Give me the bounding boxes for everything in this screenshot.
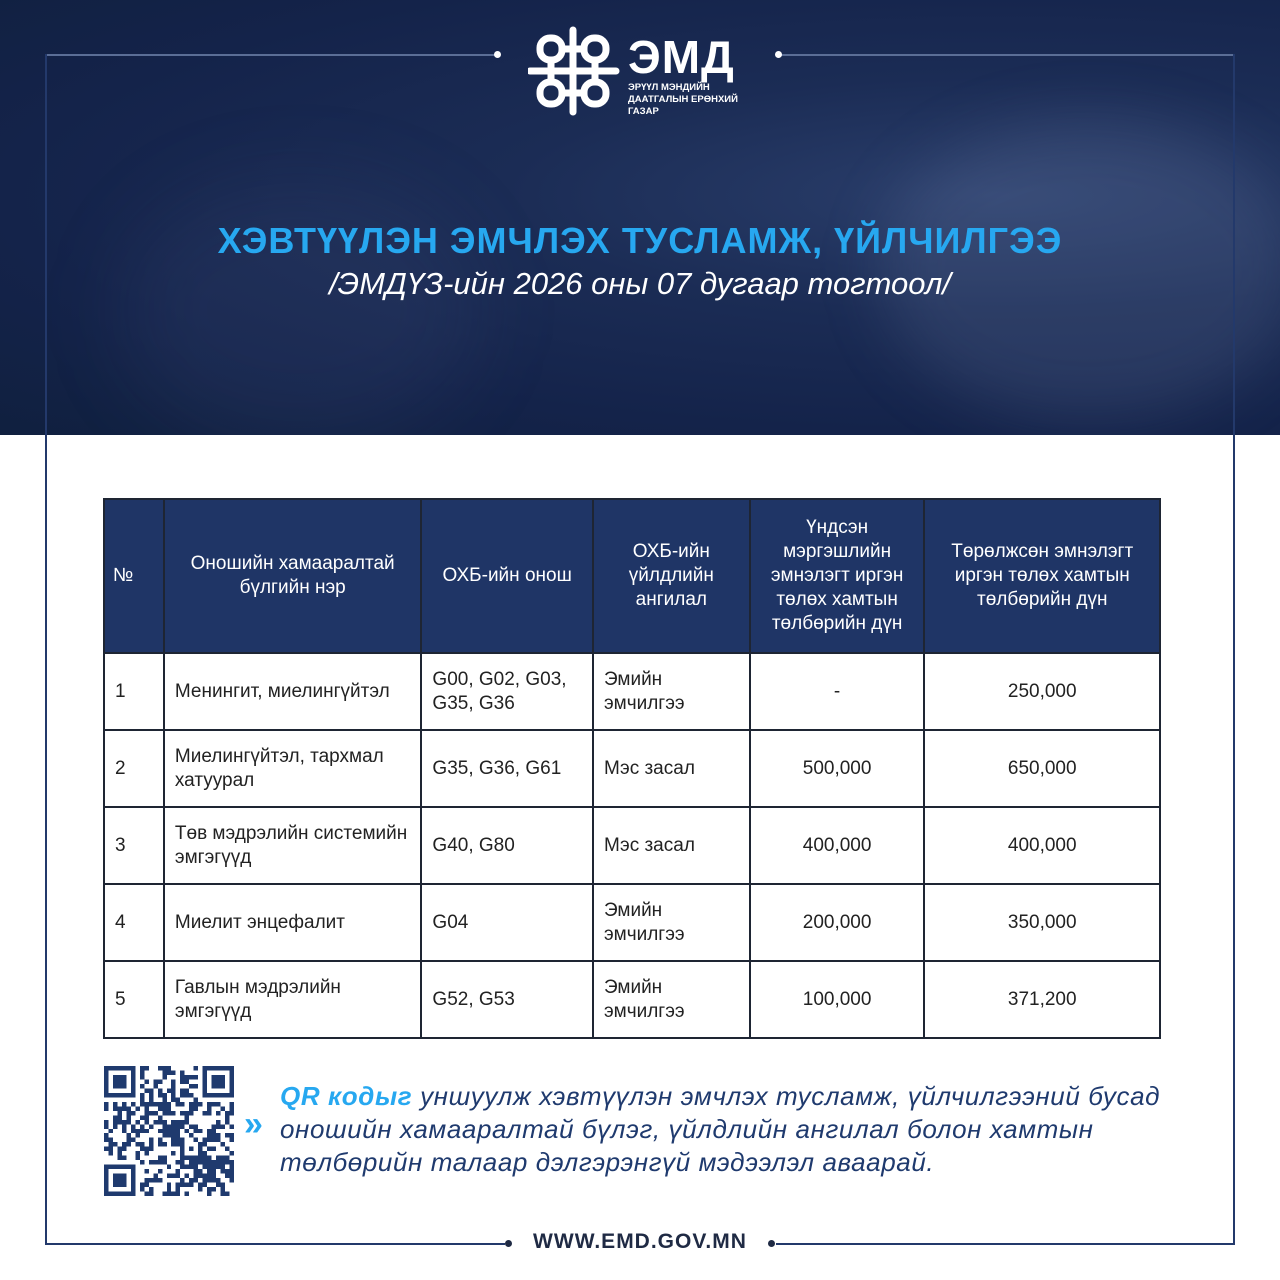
qr-highlight: QR кодыг	[280, 1081, 413, 1111]
website-link[interactable]: WWW.EMD.GOV.MN	[533, 1230, 747, 1253]
table-cell: Гавлын мэдрэлийн эмгэгүүд	[164, 961, 422, 1038]
qr-instruction-text: уншуулж хэвтүүлэн эмчлэх тусламж, үйлчилгээний бусад оношийн хамааралтай бүлэг, үйлдлийн ангилал болон хамтын төлбөрийн талаар дэлгэрэнгүй мэдээлэл аваарай.	[280, 1081, 1161, 1177]
table-cell: 650,000	[924, 730, 1160, 807]
table-cell: 2	[104, 730, 164, 807]
table-cell: Менингит, миелингүйтэл	[164, 653, 422, 730]
column-header: Үндсэн мэргэшлийн эмнэлэгт иргэн төлөх хамтын төлбөрийн дүн	[750, 499, 925, 653]
table-row	[104, 730, 1160, 807]
table-cell: Төв мэдрэлийн системийн эмгэгүүд	[164, 807, 422, 884]
table-cell: 4	[104, 884, 164, 961]
table-cell: 500,000	[750, 730, 925, 807]
table-cell: 350,000	[924, 884, 1160, 961]
table-row	[104, 961, 1160, 1038]
table-cell: 3	[104, 807, 164, 884]
table-cell: Эмийн эмчилгээ	[593, 961, 750, 1038]
table-row	[104, 884, 1160, 961]
frame-line-top-right	[778, 54, 1234, 56]
table-cell: 250,000	[924, 653, 1160, 730]
chevron-right-icon: »	[244, 1105, 263, 1143]
logo-name: ЭМД	[628, 31, 735, 83]
table-row	[104, 807, 1160, 884]
qr-code-icon[interactable]	[104, 1066, 234, 1196]
table-cell: 5	[104, 961, 164, 1038]
table-cell: 400,000	[924, 807, 1160, 884]
table-header-row	[104, 499, 1160, 653]
table-cell: Мэс засал	[593, 807, 750, 884]
column-header: Төрөлжсөн эмнэлэгт иргэн төлөх хамтын төлбөрийн дүн	[924, 499, 1160, 653]
column-header: Оношийн хамааралтай бүлгийн нэр	[164, 499, 422, 653]
page-title: ХЭВТҮҮЛЭН ЭМЧЛЭХ ТУСЛАМЖ, ҮЙЛЧИЛГЭЭ	[217, 220, 1063, 261]
banner-decoration	[120, 180, 480, 435]
column-header: №	[104, 499, 164, 653]
table-cell: -	[750, 653, 925, 730]
table-cell: G52, G53	[421, 961, 593, 1038]
table-cell: Миелит энцефалит	[164, 884, 422, 961]
table-row	[104, 653, 1160, 730]
table-cell: G04	[421, 884, 593, 961]
tariff-table	[103, 498, 1161, 1039]
page-subtitle: /ЭМДҮЗ-ийн 2026 оны 07 дугаар тогтоол/	[329, 266, 951, 301]
table-cell: Мэс засал	[593, 730, 750, 807]
frame-line-top-left	[45, 54, 497, 56]
table-cell: 371,200	[924, 961, 1160, 1038]
table-cell: 200,000	[750, 884, 925, 961]
column-header: ОХБ-ийн онош	[421, 499, 593, 653]
table-cell: G40, G80	[421, 807, 593, 884]
column-header: ОХБ-ийн үйлдлийн ангилал	[593, 499, 750, 653]
table-cell: 400,000	[750, 807, 925, 884]
table-cell: 1	[104, 653, 164, 730]
qr-instruction	[280, 1080, 1170, 1179]
frame-dot	[775, 51, 782, 58]
frame-dot	[494, 51, 501, 58]
table-cell: Миелингүйтэл, тархмал хатуурал	[164, 730, 422, 807]
table-cell: G35, G36, G61	[421, 730, 593, 807]
logo-subtitle: ЭРҮҮЛ МЭНДИЙН ДААТГАЛЫН ЕРӨНХИЙ ГАЗАР	[628, 82, 738, 117]
table-cell: Эмийн эмчилгээ	[593, 653, 750, 730]
table-cell: Эмийн эмчилгээ	[593, 884, 750, 961]
table-cell: G00, G02, G03, G35, G36	[421, 653, 593, 730]
table-cell: 100,000	[750, 961, 925, 1038]
